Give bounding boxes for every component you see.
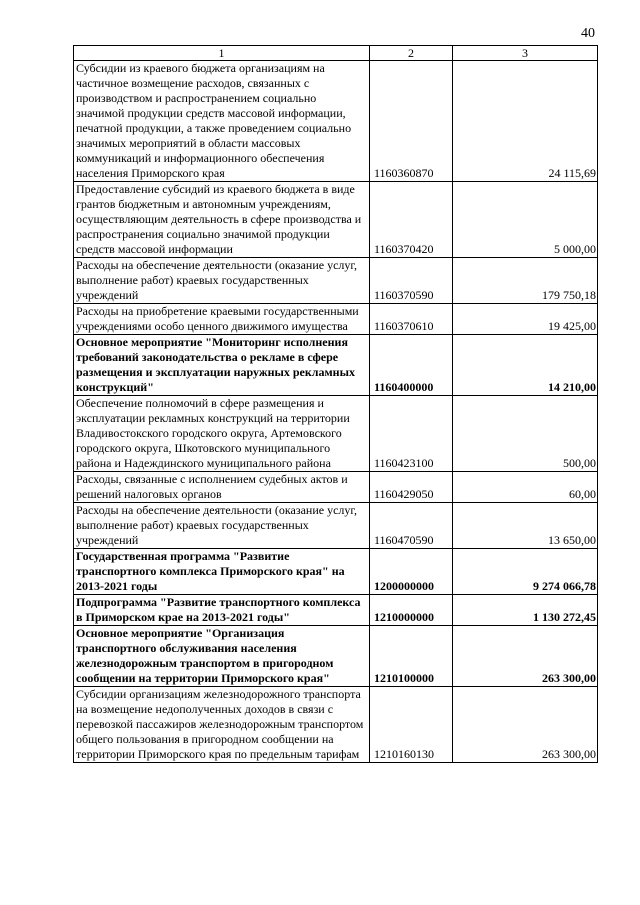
row-code-cell: 1160370610: [370, 304, 453, 335]
row-code-cell: 1160400000: [370, 335, 453, 396]
row-amount-cell: 500,00: [453, 396, 598, 472]
row-name-cell: Государственная программа "Развитие транспортного комплекса Приморского края" на 2013-2021 годы: [74, 549, 370, 595]
row-code-cell: 1200000000: [370, 549, 453, 595]
row-name-cell: Расходы на приобретение краевыми государственными учреждениями особо ценного движимого имущества: [74, 304, 370, 335]
row-amount-cell: 9 274 066,78: [453, 549, 598, 595]
row-amount-cell: 5 000,00: [453, 182, 598, 258]
table-row: [74, 687, 598, 763]
table-row: [74, 626, 598, 687]
row-code-cell: 1160370420: [370, 182, 453, 258]
table-row: [74, 258, 598, 304]
row-code-cell: 1160429050: [370, 472, 453, 503]
row-name-cell: Субсидии организациям железнодорожного транспорта на возмещение недополученных доходов в связи с перевозкой пассажиров железнодорожным транспортом общего пользования в пригородном сообщении на территории Приморского края по предельным тарифам: [74, 687, 370, 763]
row-amount-cell: 60,00: [453, 472, 598, 503]
table-row: [74, 61, 598, 182]
row-name-cell: Расходы, связанные с исполнением судебных актов и решений налоговых органов: [74, 472, 370, 503]
row-code-cell: 1160370590: [370, 258, 453, 304]
row-code-cell: 1210160130: [370, 687, 453, 763]
table-row: [74, 549, 598, 595]
table-header-row: [74, 46, 598, 61]
budget-table: [73, 45, 598, 763]
row-name-cell: Субсидии из краевого бюджета организациям на частичное возмещение расходов, связанных с производством и распространением социально значимой продукции средств массовой информации, печатной продукции, а также проведением социально значимых мероприятий в области массовых коммуникаций и информационного обеспечения населения Приморского края: [74, 61, 370, 182]
table-row: [74, 182, 598, 258]
row-amount-cell: 24 115,69: [453, 61, 598, 182]
row-code-cell: 1160470590: [370, 503, 453, 549]
row-code-cell: 1160360870: [370, 61, 453, 182]
row-name-cell: Основное мероприятие "Организация транспортного обслуживания населения железнодорожным транспортом в пригородном сообщении на территории Приморского края": [74, 626, 370, 687]
table-row: [74, 503, 598, 549]
row-name-cell: Обеспечение полномочий в сфере размещения и эксплуатации рекламных конструкций на территории Владивостокского городского округа, Артемовского городского округа, Шкотовского муниципального района и Надеждинского муниципального района: [74, 396, 370, 472]
row-name-cell: Предоставление субсидий из краевого бюджета в виде грантов бюджетным и автономным учреждениям, осуществляющим деятельность в сфере производства и распространения социально значимой продукции средств массовой информации: [74, 182, 370, 258]
row-amount-cell: 14 210,00: [453, 335, 598, 396]
table-row: [74, 396, 598, 472]
row-name-cell: Расходы на обеспечение деятельности (оказание услуг, выполнение работ) краевых государственных учреждений: [74, 258, 370, 304]
column-header-1: 1: [74, 46, 370, 61]
table-row: [74, 335, 598, 396]
row-name-cell: Основное мероприятие "Мониторинг исполнения требований законодательства о рекламе в сфере размещения и эксплуатации наружных рекламных конструкций": [74, 335, 370, 396]
row-code-cell: 1160423100: [370, 396, 453, 472]
page-number: 40: [581, 26, 595, 41]
row-amount-cell: 263 300,00: [453, 626, 598, 687]
row-code-cell: 1210000000: [370, 595, 453, 626]
table-row: [74, 595, 598, 626]
row-amount-cell: 1 130 272,45: [453, 595, 598, 626]
table-row: [74, 472, 598, 503]
row-amount-cell: 13 650,00: [453, 503, 598, 549]
row-name-cell: Подпрограмма "Развитие транспортного комплекса в Приморском крае на 2013-2021 годы": [74, 595, 370, 626]
row-code-cell: 1210100000: [370, 626, 453, 687]
row-name-cell: Расходы на обеспечение деятельности (оказание услуг, выполнение работ) краевых государственных учреждений: [74, 503, 370, 549]
row-amount-cell: 19 425,00: [453, 304, 598, 335]
table-row: [74, 304, 598, 335]
row-amount-cell: 179 750,18: [453, 258, 598, 304]
row-amount-cell: 263 300,00: [453, 687, 598, 763]
column-header-2: 2: [370, 46, 453, 61]
column-header-3: 3: [453, 46, 598, 61]
